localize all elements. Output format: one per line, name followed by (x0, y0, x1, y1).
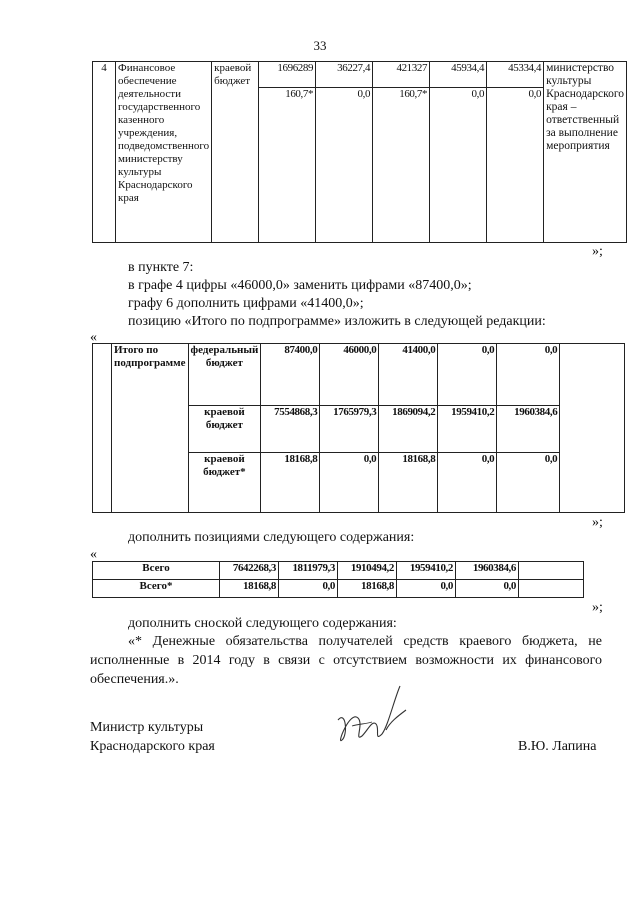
budget-source: краевой бюджет* (188, 452, 261, 512)
closing-quote: »; (592, 244, 603, 259)
table-cell: 0,0 (487, 88, 544, 243)
table-cell: 0,0 (430, 88, 487, 243)
footnote-text: «* Денежные обязательства получателей средств краевого бюджета, не исполненные в 2014 году в связи с отсутствием возможности их финансового обеспечения.». (90, 634, 602, 687)
table-cell: 0,0 (456, 580, 519, 598)
table-cell: 421327 (373, 62, 430, 88)
paragraph: дополнить позициями следующего содержания: (128, 530, 415, 545)
row-number: 4 (93, 62, 116, 243)
table-cell: 18168,8 (338, 580, 397, 598)
table-cell: 18168,8 (379, 452, 438, 512)
table-cell: 0,0 (279, 580, 338, 598)
table-cell: 0,0 (497, 452, 560, 512)
table-cell: 1959410,2 (438, 406, 497, 452)
empty-cell (93, 344, 112, 513)
paragraph: графу 6 дополнить цифрами «41400,0»; (128, 296, 364, 311)
opening-quote: « (90, 330, 97, 345)
page-number: 33 (313, 38, 327, 53)
closing-quote: »; (592, 600, 603, 615)
table-cell: 1869094,2 (379, 406, 438, 452)
table-cell: 7554868,3 (261, 406, 320, 452)
signatory-position: Министр культуры (90, 720, 204, 735)
table-cell: 1765979,3 (320, 406, 379, 452)
empty-cell (519, 580, 584, 598)
table-subprogram-total (92, 343, 625, 513)
budget-source: федеральный бюджет (188, 344, 261, 406)
table-cell: 0,0 (438, 452, 497, 512)
signatory-position: Краснодарского края (90, 739, 215, 754)
table-cell: 45334,4 (487, 62, 544, 88)
paragraph: в графе 4 цифры «46000,0» заменить цифрами «87400,0»; (128, 278, 472, 293)
table-cell: 18168,8 (220, 580, 279, 598)
table-cell: 0,0 (438, 344, 497, 406)
budget-source: краевой бюджет (212, 62, 259, 243)
budget-source: краевой бюджет (188, 406, 261, 452)
table-cell: 87400,0 (261, 344, 320, 406)
table-cell: 1959410,2 (397, 562, 456, 580)
subprogram-label: Итого по подпрограмме (112, 344, 189, 513)
handwritten-signature (328, 680, 418, 760)
signatory-name: В.Ю. Лапина (518, 739, 597, 754)
table-cell: 0,0 (320, 452, 379, 512)
table-cell: 0,0 (316, 88, 373, 243)
empty-cell (519, 562, 584, 580)
table-cell: 1910494,2 (338, 562, 397, 580)
table-cell: 160,7* (373, 88, 430, 243)
total-label: Всего (93, 562, 220, 580)
total-label: Всего* (93, 580, 220, 598)
closing-quote: »; (592, 515, 603, 530)
table-cell: 45934,4 (430, 62, 487, 88)
table-cell: 0,0 (497, 344, 560, 406)
paragraph: дополнить сноской следующего содержания: (128, 616, 397, 631)
paragraph: позицию «Итого по подпрограмме» изложить в следующей редакции: (128, 314, 546, 329)
event-name: Финансовое обеспечение деятельности государственного казенного учреждения, подведомственного министерству культуры Краснодарского края (116, 62, 212, 243)
table-cell: 46000,0 (320, 344, 379, 406)
table-cell: 160,7* (259, 88, 316, 243)
table-totals (92, 561, 584, 598)
table-cell: 1811979,3 (279, 562, 338, 580)
table-event-4 (92, 61, 627, 243)
table-cell: 1960384,6 (456, 562, 519, 580)
empty-cell (560, 344, 625, 513)
responsible-party: министерство культуры Краснодарского края – ответственный за выполнение мероприятия (544, 62, 627, 243)
table-cell: 18168,8 (261, 452, 320, 512)
table-cell: 41400,0 (379, 344, 438, 406)
table-cell: 1696289 (259, 62, 316, 88)
table-cell: 0,0 (397, 580, 456, 598)
table-cell: 1960384,6 (497, 406, 560, 452)
paragraph: в пункте 7: (128, 260, 194, 275)
table-cell: 36227,4 (316, 62, 373, 88)
table-cell: 7642268,3 (220, 562, 279, 580)
opening-quote: « (90, 547, 97, 562)
